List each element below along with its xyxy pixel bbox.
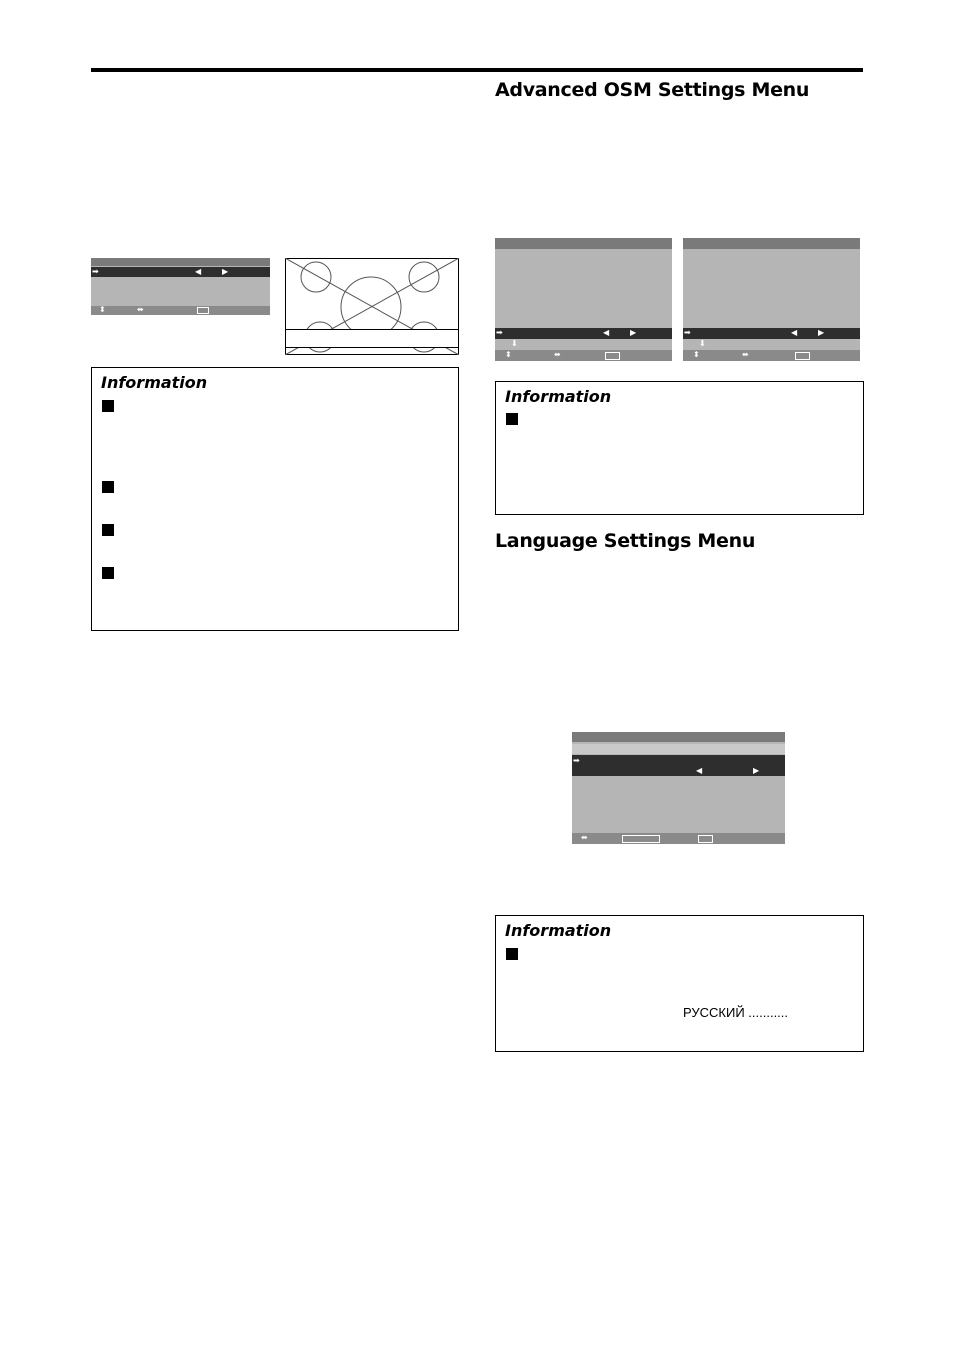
bottom-band bbox=[286, 330, 459, 348]
left-right-icon: ⬌ bbox=[742, 350, 749, 359]
right-triangle-icon: ▶ bbox=[753, 766, 760, 775]
osd-title-bar bbox=[91, 258, 270, 266]
right-arrow-icon: ➡ bbox=[92, 267, 99, 276]
advanced-osm-heading: Advanced OSM Settings Menu bbox=[495, 79, 810, 101]
bullet-square-icon bbox=[102, 524, 114, 536]
right-arrow-icon: ➡ bbox=[684, 328, 691, 337]
info-title: Information bbox=[101, 373, 208, 392]
info-box-left bbox=[91, 367, 459, 631]
osd-screen-advanced-2 bbox=[683, 238, 860, 361]
bullet-square-icon bbox=[102, 481, 114, 493]
right-arrow-icon: ➡ bbox=[573, 756, 580, 765]
osd-selected-row bbox=[683, 328, 860, 339]
osd-selected-row bbox=[91, 267, 270, 277]
bullet-square-icon bbox=[102, 400, 114, 412]
info-title: Information bbox=[505, 921, 612, 940]
right-triangle-icon: ▶ bbox=[222, 267, 229, 276]
right-triangle-icon: ▶ bbox=[630, 328, 637, 337]
bullet-square-icon bbox=[506, 948, 518, 960]
left-right-icon: ⬌ bbox=[581, 833, 588, 842]
osd-selected-row bbox=[572, 755, 785, 776]
bullet-square-icon bbox=[506, 413, 518, 425]
right-arrow-icon: ➡ bbox=[496, 328, 503, 337]
set-button-icon bbox=[622, 835, 660, 843]
left-triangle-icon: ◀ bbox=[696, 766, 703, 775]
info-box-language bbox=[495, 915, 864, 1052]
down-arrow-icon: ⬇ bbox=[511, 339, 518, 348]
bullet-square-icon bbox=[102, 567, 114, 579]
info-box-advanced bbox=[495, 381, 864, 515]
down-arrow-icon: ⬇ bbox=[699, 339, 706, 348]
test-pattern-diagram bbox=[285, 258, 459, 355]
exit-button-icon bbox=[197, 307, 209, 314]
exit-button-icon bbox=[605, 352, 620, 360]
osd-title-bar bbox=[495, 238, 672, 249]
osd-selected-row bbox=[495, 328, 672, 339]
osd-header-band bbox=[572, 744, 785, 754]
osd-screen-advanced-1 bbox=[495, 238, 672, 361]
osd-screen-language bbox=[572, 732, 785, 844]
up-down-icon: ⬍ bbox=[693, 350, 700, 359]
osd-title-bar bbox=[572, 732, 785, 742]
left-right-icon: ⬌ bbox=[554, 350, 561, 359]
osd-footer bbox=[572, 833, 785, 844]
info-title: Information bbox=[505, 387, 612, 406]
up-down-icon: ⬍ bbox=[99, 305, 106, 314]
top-rule bbox=[91, 68, 863, 72]
up-down-icon: ⬍ bbox=[505, 350, 512, 359]
osd-footer bbox=[683, 350, 860, 361]
language-heading: Language Settings Menu bbox=[495, 530, 756, 552]
osd-footer bbox=[91, 306, 270, 315]
left-triangle-icon: ◀ bbox=[791, 328, 798, 337]
left-triangle-icon: ◀ bbox=[195, 267, 202, 276]
left-triangle-icon: ◀ bbox=[603, 328, 610, 337]
exit-button-icon bbox=[698, 835, 713, 843]
right-triangle-icon: ▶ bbox=[818, 328, 825, 337]
left-right-icon: ⬌ bbox=[137, 305, 144, 314]
osd-title-bar bbox=[683, 238, 860, 249]
russian-language-label: РУССКИЙ ........... bbox=[683, 1005, 789, 1020]
osd-footer bbox=[495, 350, 672, 361]
osd-screen-left bbox=[91, 258, 270, 315]
exit-button-icon bbox=[795, 352, 810, 360]
